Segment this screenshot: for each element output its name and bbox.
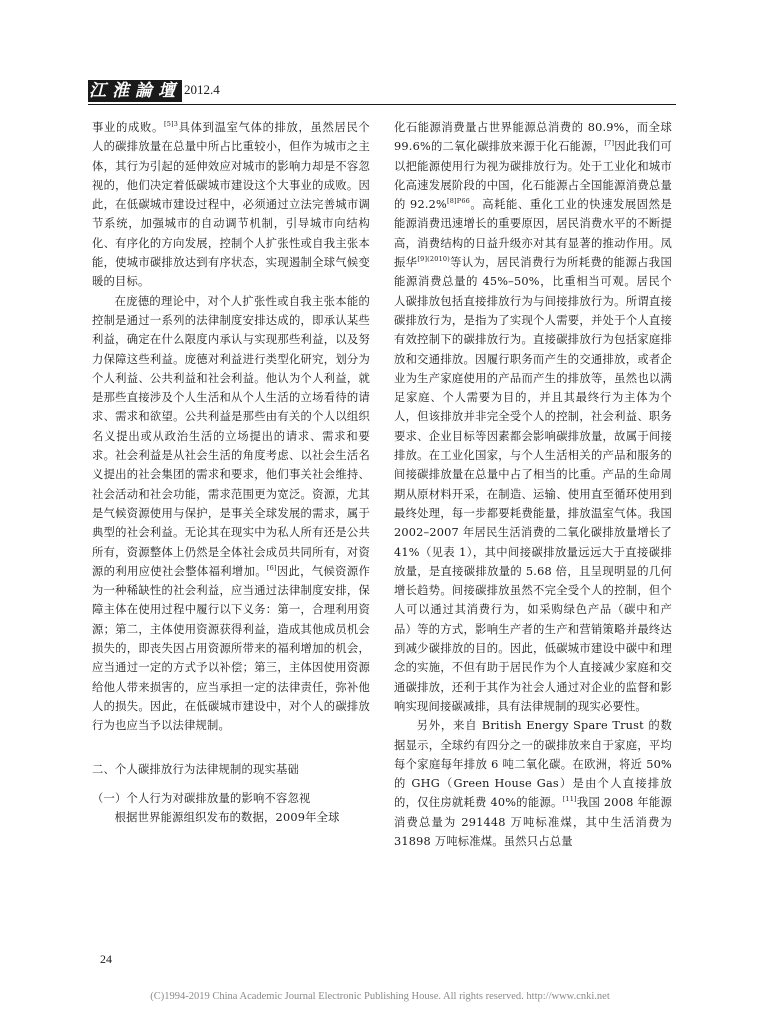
citation: [11] xyxy=(562,795,577,804)
citation: [7] xyxy=(604,139,615,148)
subsection-heading: （一）个人行为对碳排放量的影响不容忽视 xyxy=(92,791,311,805)
paragraph: 化石能源消费量占世界能源总消费的 80.9%，而全球 99.6%的二氧化碳排放来源于化石能源，[7]因此我们可以把能源使用行为视为碳排放行为。处于工业化和城市化高速发展阶段的中国，化石能源占全国能源消费总量的 92.2%$^{[8]P66}$。高耗能、重化工业的快速发展固然是能源消费迅速增长的重要原因，居民消费水平的不断提高，消费结构的日益升级亦对其有显著的推动作用。凤振华$^{[9](2010)}$等认为，居民消费行为所耗费的能源占我国能源消费总量的 45%–50%，比重相当可观。居民个人碳排放包括直接排放行为与间接排放行为。所谓直接碳排放行为，是指为了实现个人需要，并处于个人直接有效控制下的碳排放行为。直接碳排放行为包括家庭排放和交通排放。因履行职务而产生的交通排放，或者企业为生产家庭使用的产品而产生的排放等，虽然也以满足家庭、个人需要为目的，并且其最终行为主体为个人，但该排放并非完全受个人的控制，社会利益、职务要求、企业目标等因素都会影响碳排放量，故属于间接排放。在工业化国家，与个人生活相关的产品和服务的间接碳排放量在总量中占了相当的比重。产品的生命周期从原材料开采，在制造、运输、使用直至循环使用到最终处理，每一步都要耗费能量，排放温室气体。我国 2002–2007 年居民生活消费的二氧化碳排放量增长了 41%（见表 1），其中间接碳排放量远远大于直接碳排放量，是直接碳排放量的 5.68 倍，且呈现明显的几何增长趋势。间接碳排放虽然不完全受个人的控制，但个人可以通过其消费行为，如采购绿色产品（碳中和产品）等的方式，影响生产者的生产和营销策略并最终达到减少碳排放的目的。因此，低碳城市建设中碳中和理念的实施，不但有助于居民作为个人直接减少家庭和交通碳排放，还利于其作为社会人通过对企业的监督和影响实现间接碳减排，具有法律规制的现实必要性。 xyxy=(394,121,672,713)
copyright-footer: (C)1994-2019 China Academic Journal Electronic Publishing House. All rights reserved. http://www.cnki.net xyxy=(150,991,610,1002)
issue-number: 2012.4 xyxy=(184,82,220,97)
paragraph: 另外，来自 British Energy Spare Trust 的数据显示，全球约有四分之一的碳排放来自于家庭，平均每个家庭每年排放 6 吨二氧化碳。在欧洲，将近 50%的 GHG（Green House Gas）是由个人直接排放的，仅住房就耗费 40%的能源。[11]我国 2008 年能源消费总量为 291448 万吨标准煤，其中生活消费为 31898 万吨标准煤。虽然只占总量 xyxy=(394,719,672,848)
citation: [8]P66 xyxy=(446,197,471,206)
paragraph: 在庞德的理论中，对个人扩张性或自我主张本能的控制是通过一系列的法律制度安排达成的，即承认某些利益，确定在什么限度内承认与实现那些利益，以及努力保障这些利益。庞德对利益进行类型化研究，划分为个人利益、公共利益和社会利益。他认为个人利益，就是那些直接涉及个人生活和从个人生活的立场看待的请求、需求和欲望。公共利益是那些由有关的个人以组织名义提出或从政治生活的立场提出的请求、需求和要求。社会利益是从社会生活的角度考虑、以社会生活名义提出的社会集团的需求和要求，他们事关社会维持、社会活动和社会功能，需求范围更为宽泛。资源，尤其是气候资源使用与保护，是事关全球发展的需求，属于典型的社会利益。无论其在现实中为私人所有还是公共所有，资源整体上仍然是全体社会成员共同所有，对资源的利用应使社会整体福利增加。[6]因此，气候资源作为一种稀缺性的社会利益，应当通过法律制度安排，保障主体在使用过程中履行以下义务：第一，合理利用资源；第二，主体使用资源获得利益，造成其他成员机会损失的，即丧失因占用资源所带来的福利增加的机会，应当通过一定的方式予以补偿；第三，主体因使用资源给他人带来损害的，应当承担一定的法律责任，弥补他人的损失。因此，在低碳城市建设中，对个人的碳排放行为也应当予以法律规制。 xyxy=(92,294,370,733)
left-column xyxy=(92,118,370,827)
right-column xyxy=(394,118,672,851)
paragraph: 事业的成败。$^{[5]3}$具体到温室气体的排放，虽然居民个人的碳排放量在总量中所占比重较小，但作为城市之主体，其行为引起的延伸效应对城市的影响力却是不容忽视的，他们决定着低碳城市建设这个大事业的成败。因此，在低碳城市建设过程中，必须通过立法完善城市调节系统，加强城市的自动调节机制，引导城市向结构化、有序化的方向发展，控制个人扩张性或自我主张本能，使城市碳排放达到有序状态，实现遏制全球气候变暖的目标。 xyxy=(92,120,371,289)
section-heading: 二、个人碳排放行为法律规制的现实基础 xyxy=(92,762,299,776)
page-number: 24 xyxy=(100,952,112,966)
citation: [6] xyxy=(266,564,277,573)
citation: [9](2010) xyxy=(417,255,450,264)
journal-logo: 江淮論壇 xyxy=(89,81,181,101)
journal-header xyxy=(88,80,676,108)
paragraph: 根据世界能源组织发布的数据，2009年全球 xyxy=(114,811,340,825)
citation: [5]3 xyxy=(163,120,179,129)
header-rule xyxy=(88,104,676,105)
